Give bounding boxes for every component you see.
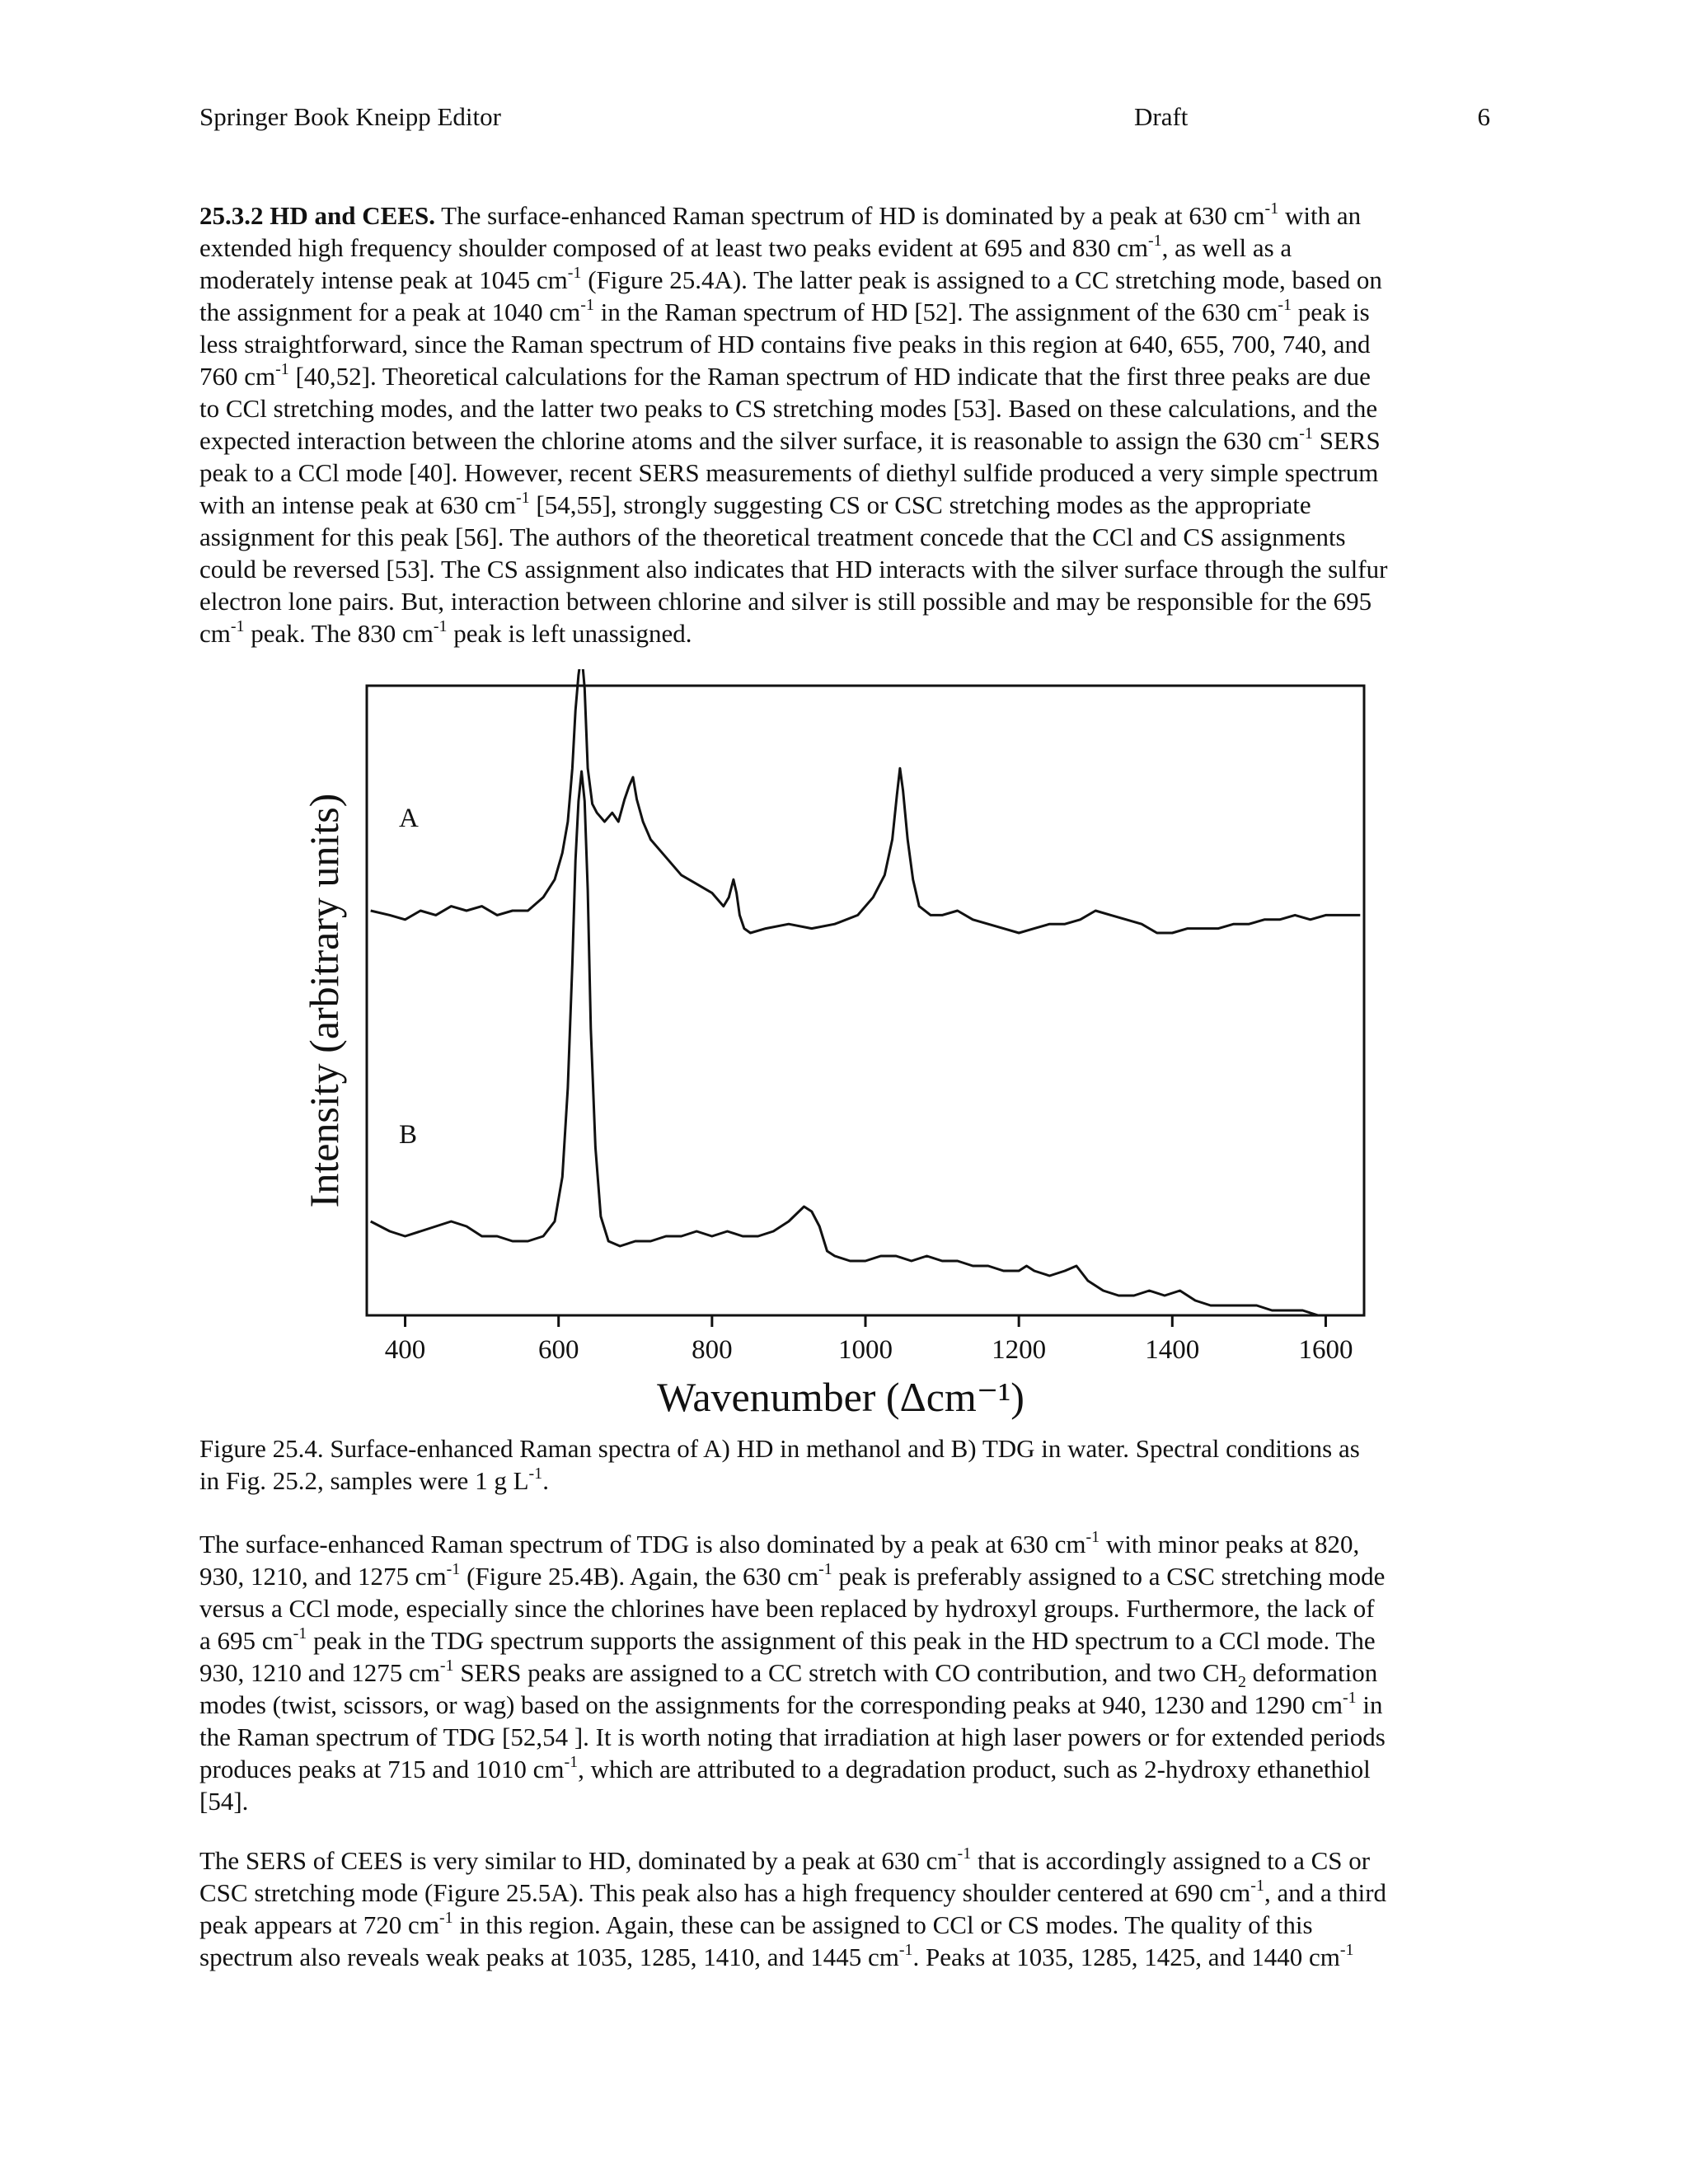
text-line: 760 $cm^{-1}$ [40,52]. Theoretical calculations for the Raman spectrum of HD indicate that the first three peaks are due <box>199 360 1371 391</box>
text-line: assignment for this peak [56]. The authors of the theoretical treatment concede that the CCl and CS assignments <box>199 523 1346 551</box>
text-line: peak appears at 720 $cm^{-1}$ in this region. Again, these can be assigned to CCl or CS modes. The quality of this <box>199 1909 1313 1939</box>
y-axis-title: Intensity (arbitrary units) <box>301 793 347 1208</box>
x-tick-label: 1200 <box>992 1335 1047 1365</box>
x-tick-label: 400 <box>384 1335 426 1365</box>
text-line: [54]. <box>199 1787 249 1816</box>
text-line: the assignment for a peak at 1040 $cm^{-1}$ in the Raman spectrum of HD [52]. The assignment of the 630 $cm^{-1}$ peak is <box>199 296 1370 326</box>
spectrum-trace-b <box>371 771 1361 1315</box>
paragraph-hd-cees <box>199 199 1490 649</box>
text-line: 930, 1210 and 1275 $cm^{-1}$ SERS peaks are assigned to a CC stretch with CO contribution, and two $CH_2$ deformation <box>199 1657 1378 1691</box>
caption-line: Figure 25.4. Surface-enhanced Raman spectra of A) HD in methanol and B) TDG in water. Spectral conditions as <box>199 1434 1360 1463</box>
text-line: extended high frequency shoulder composed of at least two peaks evident at 695 and 830 $cm^{-1}$, as well as a <box>199 232 1292 262</box>
paragraph-tdg <box>199 1528 1490 1817</box>
text-line: moderately intense peak at 1045 $cm^{-1}$ (Figure 25.4A). The latter peak is assigned to a CC stretching mode, based on <box>199 264 1382 294</box>
text-line: 25.3.2 HD and CEES. The surface-enhanced Raman spectrum of HD is dominated by a peak at 630 $cm^{-1}$ with an <box>199 199 1362 230</box>
header-book-title: Springer Book Kneipp Editor <box>199 102 501 131</box>
header-page-number: 6 <box>1477 102 1490 131</box>
text-line: to CCl stretching modes, and the latter two peaks to CS stretching modes [53]. Based on these calculations, and the <box>199 394 1378 423</box>
caption-line: in Fig. 25.2, samples were 1 g $L^{-1}$. <box>199 1465 549 1495</box>
text-line: produces peaks at 715 and 1010 $cm^{-1}$, which are attributed to a degradation product, such as 2-hydroxy ethanethiol <box>199 1753 1371 1783</box>
x-tick-label: 1000 <box>838 1335 893 1365</box>
x-axis-title: Wavenumber (Δcm⁻¹) <box>657 1374 1025 1420</box>
text-line: versus a CCl mode, especially since the chlorines have been replaced by hydroxyl groups. Furthermore, the lack of <box>199 1594 1375 1623</box>
text-line: less straightforward, since the Raman spectrum of HD contains five peaks in this region at 640, 655, 700, 740, and <box>199 330 1371 359</box>
x-tick-label: 1400 <box>1145 1335 1200 1365</box>
figure-25-4 <box>297 669 1385 1436</box>
text-line: a 695 $cm^{-1}$ peak in the TDG spectrum supports the assignment of this peak in the HD spectrum to a CCl mode. The <box>199 1624 1376 1655</box>
header-draft-label: Draft <box>1134 102 1189 131</box>
x-tick-label: 600 <box>537 1335 579 1365</box>
text-line: modes (twist, scissors, or wag) based on the assignments for the corresponding peaks at 940, 1230 and 1290 $cm^{-1}$ in <box>199 1689 1383 1719</box>
figure-caption <box>199 1432 1490 1497</box>
raman-spectra-chart <box>297 669 1385 1436</box>
x-tick-label: 800 <box>692 1335 733 1365</box>
section-heading: 25.3.2 HD and CEES. <box>199 201 435 230</box>
text-line: with an intense peak at 630 $cm^{-1}$ [54,55], strongly suggesting CS or CSC stretching modes as the appropriate <box>199 489 1311 519</box>
series-label-b: B <box>399 1120 418 1150</box>
text-line: spectrum also reveals weak peaks at 1035, 1285, 1410, and 1445 $cm^{-1}$. Peaks at 1035, 1285, 1425, and 1440 $cm^{-1}$ <box>199 1941 1354 1971</box>
text-line: peak to a CCl mode [40]. However, recent SERS measurements of diethyl sulfide produced a very simple spectrum <box>199 458 1379 487</box>
text-line: could be reversed [53]. The CS assignment also indicates that HD interacts with the silver surface through the sulfur <box>199 555 1388 583</box>
plot-frame <box>367 686 1364 1315</box>
text-line: 930, 1210, and 1275 $cm^{-1}$ (Figure 25.4B). Again, the 630 $cm^{-1}$ peak is preferably assigned to a CSC stretching mode <box>199 1560 1386 1591</box>
series-label-a: A <box>399 804 419 833</box>
text-line: $cm^{-1}$ peak. The 830 $cm^{-1}$ peak is left unassigned. <box>199 617 692 648</box>
text-line: expected interaction between the chlorine atoms and the silver surface, it is reasonable to assign the 630 $cm^{-1}$ SERS <box>199 424 1381 455</box>
spectrum-trace-a <box>371 669 1361 933</box>
paragraph-cees <box>199 1844 1490 1973</box>
text-line: The surface-enhanced Raman spectrum of TDG is also dominated by a peak at 630 $cm^{-1}$ with minor peaks at 820, <box>199 1528 1360 1558</box>
page-header <box>199 99 1490 135</box>
text-line: The SERS of CEES is very similar to HD, dominated by a peak at 630 $cm^{-1}$ that is accordingly assigned to a CS or <box>199 1844 1371 1875</box>
text-line: the Raman spectrum of TDG [52,54 ]. It is worth noting that irradiation at high laser powers or for extended periods <box>199 1722 1386 1751</box>
text-line: electron lone pairs. But, interaction between chlorine and silver is still possible and may be responsible for the 695 <box>199 587 1372 616</box>
text-line: CSC stretching mode (Figure 25.5A). This peak also has a high frequency shoulder centered at 690 $cm^{-1}$, and a third <box>199 1877 1387 1907</box>
x-tick-label: 1600 <box>1298 1335 1353 1365</box>
